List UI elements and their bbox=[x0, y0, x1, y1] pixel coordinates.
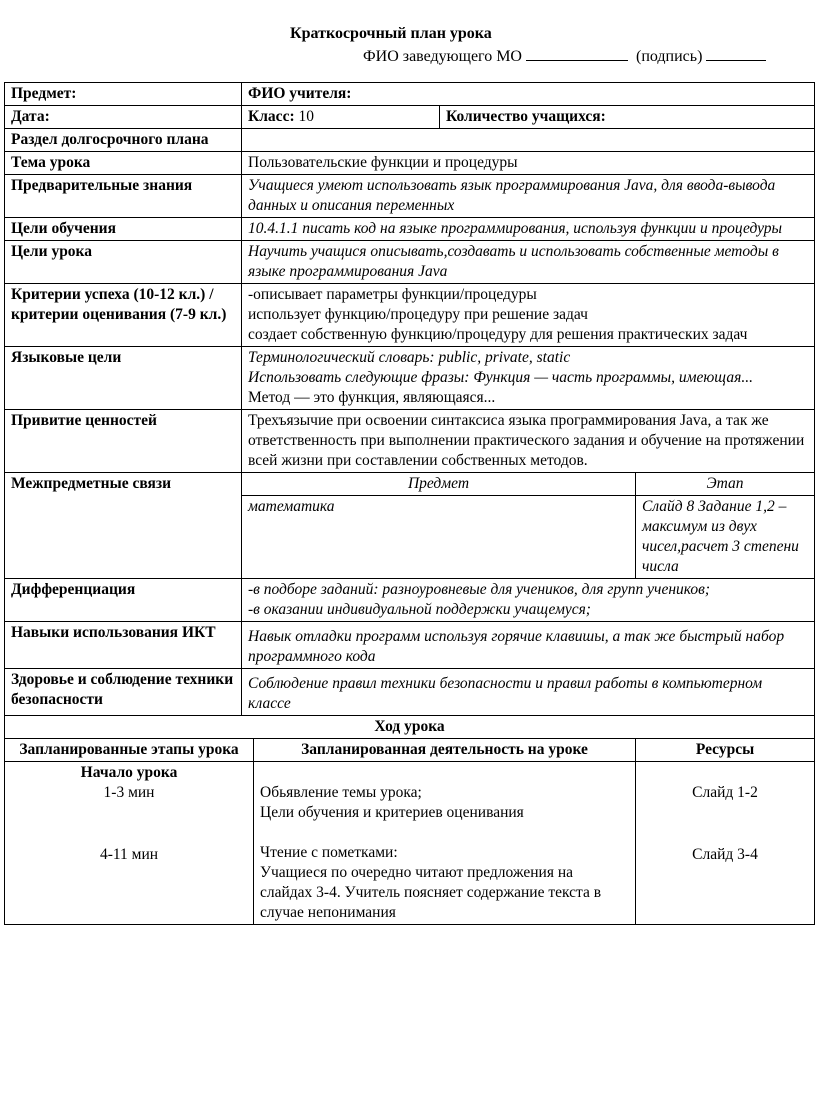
differentiation-line: -в подборе заданий: разноуровневые для учеников, для групп учеников; bbox=[248, 581, 711, 598]
stage-time: 4-11 мин bbox=[99, 846, 159, 863]
signature-blank bbox=[706, 46, 766, 61]
cross-subject-stage: Слайд 8 Задание 1,2 – максимум из двух чисел,расчет 3 степени числа bbox=[636, 496, 815, 579]
students-label: Количество учащихся: bbox=[440, 106, 815, 129]
table-row bbox=[5, 347, 815, 410]
class-value: 10 bbox=[298, 108, 314, 125]
learning-goals-label: Цели обучения bbox=[5, 218, 242, 241]
supervisor-blank bbox=[526, 46, 628, 61]
table-row bbox=[5, 241, 815, 284]
cross-subject-label: Межпредметные связи bbox=[5, 473, 242, 579]
language-line: Использовать следующие фразы: Функция — часть программы, имеющая... bbox=[248, 369, 753, 386]
table-row bbox=[5, 106, 815, 129]
ict-value: Навык отладки программ используя горячие клавишы, а так же быстрый набор программного кода bbox=[242, 622, 815, 669]
date-label: Дата: bbox=[5, 106, 242, 129]
criteria-line: -описывает параметры функции/процедуры bbox=[248, 286, 537, 303]
supervisor-label: ФИО заведующего МО bbox=[363, 48, 522, 65]
lesson-plan-table bbox=[4, 82, 815, 925]
criteria-label: Критерии успеха (10-12 кл.) / критерии оценивания (7-9 кл.) bbox=[5, 284, 242, 347]
activity-line: Цели обучения и критериев оценивания bbox=[260, 804, 524, 821]
criteria-value bbox=[242, 284, 815, 347]
table-row bbox=[5, 473, 815, 496]
table-row bbox=[5, 762, 815, 925]
values-value: Трехъязычие при освоении синтаксиса языка программирования Java, а так же ответственность при выполнении практического задания и обучение на протяжении всей жизни при составлении собственных методов. bbox=[242, 410, 815, 473]
topic-value: Пользовательские функции и процедуры bbox=[242, 152, 815, 175]
stage-cell bbox=[5, 762, 254, 925]
spacer bbox=[11, 803, 247, 845]
prior-knowledge-value: Учащиеся умеют использовать язык программирования Java, для ввода-вывода данных и описания переменных bbox=[242, 175, 815, 218]
health-label: Здоровье и соблюдение техники безопасности bbox=[5, 669, 242, 716]
table-row bbox=[5, 739, 815, 762]
signature-label: (подпись) bbox=[635, 48, 703, 65]
cross-subject-subject: математика bbox=[242, 496, 636, 579]
table-row bbox=[5, 716, 815, 739]
differentiation-line: -в оказании индивидуальной поддержки учащемуся; bbox=[248, 601, 591, 618]
table-row bbox=[5, 218, 815, 241]
table-row bbox=[5, 175, 815, 218]
table-row bbox=[5, 284, 815, 347]
table-row bbox=[5, 410, 815, 473]
prior-knowledge-label: Предварительные знания bbox=[5, 175, 242, 218]
stage-time: 1-3 мин bbox=[103, 784, 155, 801]
learning-goals-value: 10.4.1.1 писать код на языке программирования, используя функции и процедуры bbox=[242, 218, 815, 241]
col-activity-header: Запланированная деятельность на уроке bbox=[254, 739, 636, 762]
section-value bbox=[242, 129, 815, 152]
teacher-label: ФИО учителя: bbox=[242, 83, 815, 106]
spacer bbox=[642, 803, 808, 845]
differentiation-label: Дифференциация bbox=[5, 579, 242, 622]
class-label: Класс: bbox=[248, 108, 295, 125]
language-goals-label: Языковые цели bbox=[5, 347, 242, 410]
activity-line: Учащиеся по очередно читают предложения на слайдах 3-4. Учитель поясняет содержание текста в случае непонимания bbox=[260, 864, 602, 921]
table-row bbox=[5, 669, 815, 716]
topic-label: Тема урока bbox=[5, 152, 242, 175]
resource-item: Слайд 1-2 bbox=[692, 784, 758, 801]
col-resources-header: Ресурсы bbox=[636, 739, 815, 762]
activity-cell bbox=[254, 762, 636, 925]
activity-line: Чтение с пометками: bbox=[260, 844, 398, 861]
spacer bbox=[260, 823, 629, 843]
supervisor-signature-line bbox=[363, 46, 766, 67]
section-label: Раздел долгосрочного плана bbox=[5, 129, 242, 152]
cross-subject-col-subject: Предмет bbox=[242, 473, 636, 496]
cross-subject-col-stage: Этап bbox=[636, 473, 815, 496]
health-value: Соблюдение правил техники безопасности и правил работы в компьютерном классе bbox=[242, 669, 815, 716]
resource-item: Слайд 3-4 bbox=[692, 846, 758, 863]
criteria-line: использует функцию/процедуру при решение задач bbox=[248, 306, 588, 323]
ict-label: Навыки использования ИКТ bbox=[5, 622, 242, 669]
activity-line: Обьявление темы урока; bbox=[260, 784, 422, 801]
differentiation-value bbox=[242, 579, 815, 622]
class-cell bbox=[242, 106, 440, 129]
subject-label: Предмет: bbox=[5, 83, 242, 106]
language-goals-value bbox=[242, 347, 815, 410]
table-row bbox=[5, 622, 815, 669]
course-title: Ход урока bbox=[5, 716, 815, 739]
table-row bbox=[5, 152, 815, 175]
page-title: Краткосрочный план урока bbox=[290, 25, 492, 42]
col-stages-header: Запланированные этапы урока bbox=[5, 739, 254, 762]
criteria-line: создает собственную функцию/процедуру для решения практических задач bbox=[248, 326, 748, 343]
start-label: Начало урока bbox=[80, 764, 178, 781]
table-row bbox=[5, 129, 815, 152]
table-row bbox=[5, 579, 815, 622]
lesson-goals-label: Цели урока bbox=[5, 241, 242, 284]
language-line: Терминологический словарь: public, private, static bbox=[248, 349, 571, 366]
lesson-goals-value: Научить учащися описывать,создавать и использовать собственные методы в языке программирования Java bbox=[242, 241, 815, 284]
values-label: Привитие ценностей bbox=[5, 410, 242, 473]
language-line: Метод — это функция, являющаяся... bbox=[248, 389, 496, 406]
resources-cell bbox=[636, 762, 815, 925]
table-row bbox=[5, 83, 815, 106]
